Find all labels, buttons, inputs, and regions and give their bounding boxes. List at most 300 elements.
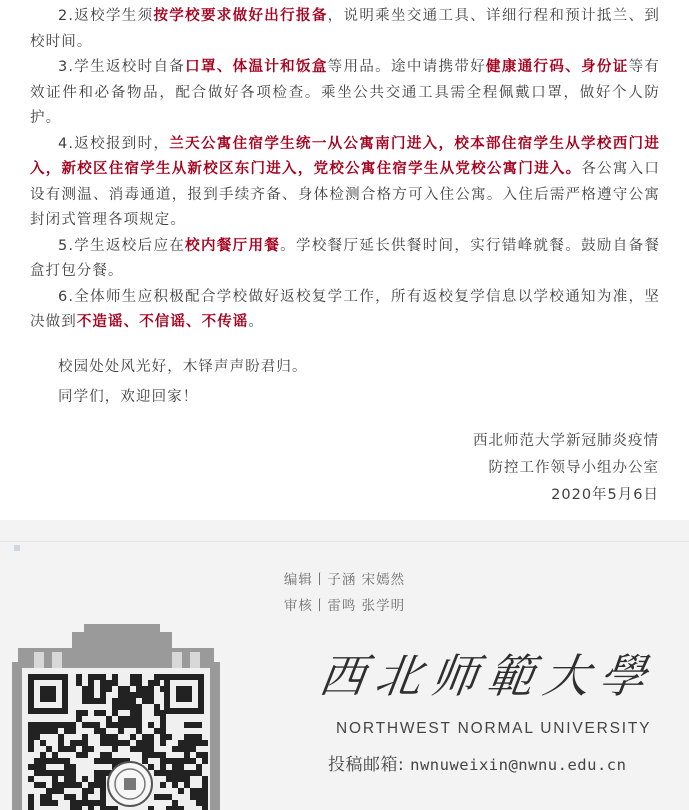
- qr-module: [28, 740, 34, 746]
- qr-module: [154, 794, 160, 800]
- paragraph-6: [30, 285, 660, 336]
- qr-module: [118, 722, 124, 728]
- qr-module: [94, 770, 100, 776]
- qr-module: [94, 758, 100, 764]
- qr-module: [118, 740, 124, 746]
- qr-module: [190, 770, 196, 776]
- qr-module: [112, 758, 118, 764]
- qr-module: [124, 740, 130, 746]
- qr-module: [82, 788, 88, 794]
- qr-module: [46, 794, 52, 800]
- qr-module: [100, 782, 106, 788]
- qr-module: [160, 734, 166, 740]
- qr-module: [76, 740, 82, 746]
- qr-module: [142, 734, 148, 740]
- qr-module: [118, 716, 124, 722]
- qr-module: [202, 806, 208, 810]
- qr-module: [52, 770, 58, 776]
- qr-module: [178, 746, 184, 752]
- qr-module: [136, 722, 142, 728]
- qr-module: [136, 746, 142, 752]
- qr-module: [52, 800, 58, 806]
- qr-module: [100, 686, 106, 692]
- highlighted-text: 按学校要求做好出行报备: [153, 8, 328, 24]
- qr-module: [124, 698, 130, 704]
- qr-module: [172, 806, 178, 810]
- qr-module: [64, 782, 70, 788]
- qr-module: [70, 770, 76, 776]
- qr-module: [202, 788, 208, 794]
- qr-module: [58, 782, 64, 788]
- qr-module: [82, 722, 88, 728]
- qr-module: [58, 770, 64, 776]
- body-text: 3.学生返校时自备: [58, 59, 186, 75]
- qr-module: [64, 722, 70, 728]
- qr-module: [88, 674, 94, 680]
- qr-module: [88, 722, 94, 728]
- qr-module: [88, 698, 94, 704]
- qr-module: [142, 740, 148, 746]
- qr-module: [172, 758, 178, 764]
- qr-module: [52, 758, 58, 764]
- qr-module: [46, 800, 52, 806]
- qr-module: [88, 800, 94, 806]
- qr-module: [130, 704, 136, 710]
- qr-module: [184, 770, 190, 776]
- qr-module: [196, 752, 202, 758]
- closing-lines: [58, 352, 308, 412]
- qr-module: [70, 764, 76, 770]
- qr-module: [124, 704, 130, 710]
- qr-module: [94, 800, 100, 806]
- qr-module: [190, 788, 196, 794]
- qr-module: [76, 782, 82, 788]
- qr-module: [100, 800, 106, 806]
- qr-module: [178, 806, 184, 810]
- qr-module: [106, 680, 112, 686]
- qr-module: [148, 734, 154, 740]
- qr-module: [196, 788, 202, 794]
- qr-module: [28, 734, 34, 740]
- qr-module: [160, 722, 166, 728]
- paragraph-3: [30, 55, 660, 132]
- qr-module: [130, 680, 136, 686]
- qr-module: [190, 722, 196, 728]
- qr-module: [112, 704, 118, 710]
- qr-module: [154, 674, 160, 680]
- qr-module: [88, 806, 94, 810]
- qr-module: [58, 758, 64, 764]
- body-text: 等用品。途中请携带好: [327, 59, 487, 75]
- qr-module: [172, 746, 178, 752]
- qr-module: [184, 734, 190, 740]
- qr-module: [112, 734, 118, 740]
- body-text: 6.全体师生应积极配合学校做好返校复学工作，所有返校复学信息以学校通知为准，坚决做到: [30, 288, 660, 330]
- qr-module: [88, 788, 94, 794]
- qr-module: [196, 794, 202, 800]
- qr-module: [196, 770, 202, 776]
- body-text: 4.返校报到时，: [58, 135, 170, 152]
- qr-module: [82, 800, 88, 806]
- qr-module: [166, 806, 172, 810]
- qr-module: [58, 788, 64, 794]
- qr-module: [148, 740, 154, 746]
- paragraph-5: [30, 234, 660, 285]
- qr-module: [28, 794, 34, 800]
- qr-module: [136, 674, 142, 680]
- qr-module: [82, 752, 88, 758]
- qr-module: [112, 746, 118, 752]
- qr-module: [202, 782, 208, 788]
- qr-module: [184, 758, 190, 764]
- qr-module: [70, 782, 76, 788]
- qr-module: [160, 752, 166, 758]
- qr-module: [130, 734, 136, 740]
- qr-module: [28, 776, 34, 782]
- email-label: 投稿邮箱:: [328, 755, 405, 775]
- qr-module: [178, 770, 184, 776]
- body-text: 5.学生返校后应在: [58, 237, 186, 254]
- qr-module: [142, 686, 148, 692]
- qr-module: [106, 740, 112, 746]
- qr-module: [76, 800, 82, 806]
- qr-module: [142, 746, 148, 752]
- highlighted-text: 校内餐厅用餐: [185, 237, 281, 254]
- qr-module: [106, 752, 112, 758]
- qr-module: [46, 728, 52, 734]
- qr-module: [82, 710, 88, 716]
- qr-module: [148, 764, 154, 770]
- highlighted-text: 口罩、体温计和饭盒: [185, 59, 328, 75]
- qr-module: [64, 770, 70, 776]
- qr-module: [76, 674, 82, 680]
- qr-module: [88, 782, 94, 788]
- qr-module: [184, 746, 190, 752]
- paragraph-2: [30, 4, 660, 55]
- qr-module: [184, 752, 190, 758]
- qr-module: [160, 758, 166, 764]
- qr-module: [100, 680, 106, 686]
- highlighted-text: 健康通行码、身份证: [486, 59, 629, 75]
- qr-module: [112, 680, 118, 686]
- qr-module: [142, 752, 148, 758]
- qr-module: [112, 674, 118, 680]
- qr-module: [178, 758, 184, 764]
- qr-module: [178, 788, 184, 794]
- qr-module: [190, 734, 196, 740]
- body-text: 各公寓入口设有测温、消毒通道，报到手续齐备、身体检测合格方可入住公寓。入住后需严格遵守公寓封闭式管理各项规定。: [30, 161, 661, 228]
- qr-module: [148, 698, 154, 704]
- qr-module: [58, 740, 64, 746]
- qr-module: [172, 776, 178, 782]
- body-text: 。学校餐厅延长供餐时间，实行错峰就餐。鼓励自备餐盒打包分餐。: [30, 237, 661, 279]
- qr-module: [94, 698, 100, 704]
- qr-module: [190, 746, 196, 752]
- university-name-en: NORTHWEST NORMAL UNIVERSITY: [336, 720, 652, 737]
- qr-module: [52, 788, 58, 794]
- qr-module: [34, 764, 40, 770]
- qr-module: [154, 728, 160, 734]
- qr-module: [154, 710, 160, 716]
- body-text: 2.返校学生须: [58, 8, 154, 24]
- qr-module: [160, 782, 166, 788]
- qr-module: [94, 776, 100, 782]
- qr-module: [202, 800, 208, 806]
- qr-module: [112, 722, 118, 728]
- qr-module: [52, 782, 58, 788]
- qr-module: [100, 776, 106, 782]
- qr-module: [100, 806, 106, 810]
- qr-module: [28, 764, 34, 770]
- qr-module: [196, 740, 202, 746]
- email-address[interactable]: nwnuweixin@nwnu.edu.cn: [410, 756, 627, 774]
- qr-module: [100, 698, 106, 704]
- qr-module: [40, 728, 46, 734]
- qr-module: [166, 776, 172, 782]
- closing-line-2: 同学们，欢迎回家！: [58, 389, 199, 405]
- qr-module: [154, 752, 160, 758]
- qr-module: [130, 716, 136, 722]
- qr-module: [136, 716, 142, 722]
- qr-module: [148, 686, 154, 692]
- qr-module: [58, 722, 64, 728]
- qr-module: [184, 776, 190, 782]
- qr-module: [106, 758, 112, 764]
- qr-module: [112, 698, 118, 704]
- qr-module: [40, 752, 46, 758]
- qr-module: [196, 734, 202, 740]
- editor-credit: 编辑丨子涵 宋嫣然: [283, 572, 406, 588]
- qr-module: [70, 722, 76, 728]
- qr-module: [88, 680, 94, 686]
- qr-module: [124, 692, 130, 698]
- qr-module: [76, 710, 82, 716]
- qr-module: [160, 740, 166, 746]
- qr-module: [112, 806, 118, 810]
- qr-module: [94, 722, 100, 728]
- qr-module: [112, 710, 118, 716]
- qr-module: [112, 740, 118, 746]
- qr-module: [88, 746, 94, 752]
- qr-module: [136, 710, 142, 716]
- qr-module: [136, 692, 142, 698]
- qr-module: [166, 734, 172, 740]
- qr-module: [160, 794, 166, 800]
- qr-module: [28, 806, 34, 810]
- qr-module: [100, 710, 106, 716]
- qr-module: [178, 740, 184, 746]
- qr-module: [64, 764, 70, 770]
- qr-module: [82, 776, 88, 782]
- qr-module: [76, 806, 82, 810]
- qr-module: [46, 758, 52, 764]
- qr-module: [52, 722, 58, 728]
- qr-module: [190, 794, 196, 800]
- qr-module: [184, 722, 190, 728]
- qr-module: [148, 692, 154, 698]
- qr-module: [34, 758, 40, 764]
- qr-module: [94, 674, 100, 680]
- qr-module: [52, 776, 58, 782]
- qr-module: [100, 728, 106, 734]
- qr-module: [202, 758, 208, 764]
- qr-module: [130, 722, 136, 728]
- divider: [0, 541, 689, 542]
- body-text: ，说明乘坐交通工具、详细行程和预计抵兰、到校时间。: [30, 8, 660, 50]
- qr-module: [40, 800, 46, 806]
- closing-line-1: 校园处处风光好，木铎声声盼君归。: [58, 359, 308, 375]
- qr-module: [40, 794, 46, 800]
- qr-module: [70, 740, 76, 746]
- highlighted-text: 兰天公寓住宿学生统一从公寓南门进入，校本部住宿学生从学校西门进入，新校区住宿学生从新校区东门进入，党校公寓住宿学生从党校公寓门进入。: [30, 135, 660, 177]
- corner-marker-icon: [14, 545, 20, 551]
- qr-module: [190, 758, 196, 764]
- paragraph-4: [30, 132, 660, 234]
- qr-module: [106, 716, 112, 722]
- qr-module: [70, 746, 76, 752]
- qr-module: [130, 710, 136, 716]
- qr-module: [28, 728, 34, 734]
- qr-module: [136, 680, 142, 686]
- qr-module: [166, 758, 172, 764]
- qr-module: [118, 704, 124, 710]
- qr-module: [64, 776, 70, 782]
- qr-module: [70, 728, 76, 734]
- qr-module: [106, 734, 112, 740]
- submission-email: [328, 750, 660, 775]
- qr-module: [70, 794, 76, 800]
- body-text: 。: [248, 314, 265, 330]
- qr-module: [118, 686, 124, 692]
- qr-module: [94, 710, 100, 716]
- qr-module: [88, 686, 94, 692]
- qr-module: [136, 686, 142, 692]
- qr-module: [160, 770, 166, 776]
- qr-module: [100, 788, 106, 794]
- qr-module: [148, 680, 154, 686]
- qr-module: [124, 722, 130, 728]
- qr-module: [148, 722, 154, 728]
- qr-module: [148, 752, 154, 758]
- qr-module: [172, 770, 178, 776]
- qr-module: [184, 740, 190, 746]
- qr-module: [118, 698, 124, 704]
- qr-module: [46, 746, 52, 752]
- qr-module: [46, 788, 52, 794]
- qr-module: [40, 740, 46, 746]
- qr-code-icon: [12, 622, 220, 810]
- qr-module: [28, 722, 34, 728]
- signature-org-1: 西北师范大学新冠肺炎疫情: [473, 433, 659, 449]
- qr-module: [64, 758, 70, 764]
- qr-module: [40, 722, 46, 728]
- qr-module: [160, 764, 166, 770]
- qr-module: [130, 674, 136, 680]
- university-brand: [315, 640, 660, 775]
- qr-module: [106, 806, 112, 810]
- qr-module: [166, 770, 172, 776]
- qr-module: [52, 728, 58, 734]
- qr-module: [100, 740, 106, 746]
- qr-module: [136, 704, 142, 710]
- qr-code-image: [12, 622, 220, 810]
- qr-module: [58, 734, 64, 740]
- qr-module: [130, 746, 136, 752]
- qr-module: [82, 686, 88, 692]
- qr-module: [82, 734, 88, 740]
- qr-module: [100, 674, 106, 680]
- qr-module: [82, 746, 88, 752]
- qr-module: [142, 698, 148, 704]
- highlighted-text: 不造谣、不信谣、不传谣: [76, 314, 249, 330]
- qr-module: [148, 746, 154, 752]
- qr-module: [70, 776, 76, 782]
- qr-module: [100, 770, 106, 776]
- qr-module: [64, 794, 70, 800]
- qr-module: [196, 722, 202, 728]
- qr-module: [100, 758, 106, 764]
- qr-module: [190, 740, 196, 746]
- qr-module: [40, 764, 46, 770]
- qr-module: [34, 722, 40, 728]
- university-name-cn: 西北师範大學: [315, 649, 660, 703]
- qr-module: [202, 740, 208, 746]
- qr-module: [82, 794, 88, 800]
- qr-module: [82, 740, 88, 746]
- qr-module: [58, 746, 64, 752]
- qr-module: [34, 728, 40, 734]
- qr-module: [46, 770, 52, 776]
- qr-module: [34, 782, 40, 788]
- qr-module: [172, 800, 178, 806]
- qr-module: [172, 764, 178, 770]
- qr-module: [136, 740, 142, 746]
- qr-module: [148, 806, 154, 810]
- qr-module: [76, 716, 82, 722]
- qr-module: [40, 770, 46, 776]
- qr-module: [124, 686, 130, 692]
- qr-module: [82, 692, 88, 698]
- qr-module: [70, 806, 76, 810]
- qr-module: [100, 692, 106, 698]
- qr-module: [160, 728, 166, 734]
- qr-module: [154, 704, 160, 710]
- signature-org-2: 防控工作领导小组办公室: [488, 460, 659, 476]
- qr-module: [130, 692, 136, 698]
- qr-module: [76, 752, 82, 758]
- qr-module: [40, 758, 46, 764]
- qr-module: [64, 746, 70, 752]
- reviewer-credit: 审核丨雷鸣 张学明: [283, 598, 406, 614]
- qr-module: [70, 800, 76, 806]
- qr-module: [100, 734, 106, 740]
- qr-module: [142, 692, 148, 698]
- body-text: 等有效证件和必备物品，配合做好各项检查。乘坐公共交通工具需全程佩戴口罩，做好个人防护。: [30, 59, 661, 126]
- qr-module: [202, 794, 208, 800]
- qr-module: [142, 758, 148, 764]
- qr-module: [34, 734, 40, 740]
- qr-module: [34, 770, 40, 776]
- qr-module: [76, 680, 82, 686]
- qr-module: [172, 782, 178, 788]
- qr-module: [118, 728, 124, 734]
- qr-module: [178, 764, 184, 770]
- qr-module: [64, 728, 70, 734]
- qr-module: [160, 716, 166, 722]
- qr-module: [94, 728, 100, 734]
- qr-module: [100, 752, 106, 758]
- qr-module: [154, 770, 160, 776]
